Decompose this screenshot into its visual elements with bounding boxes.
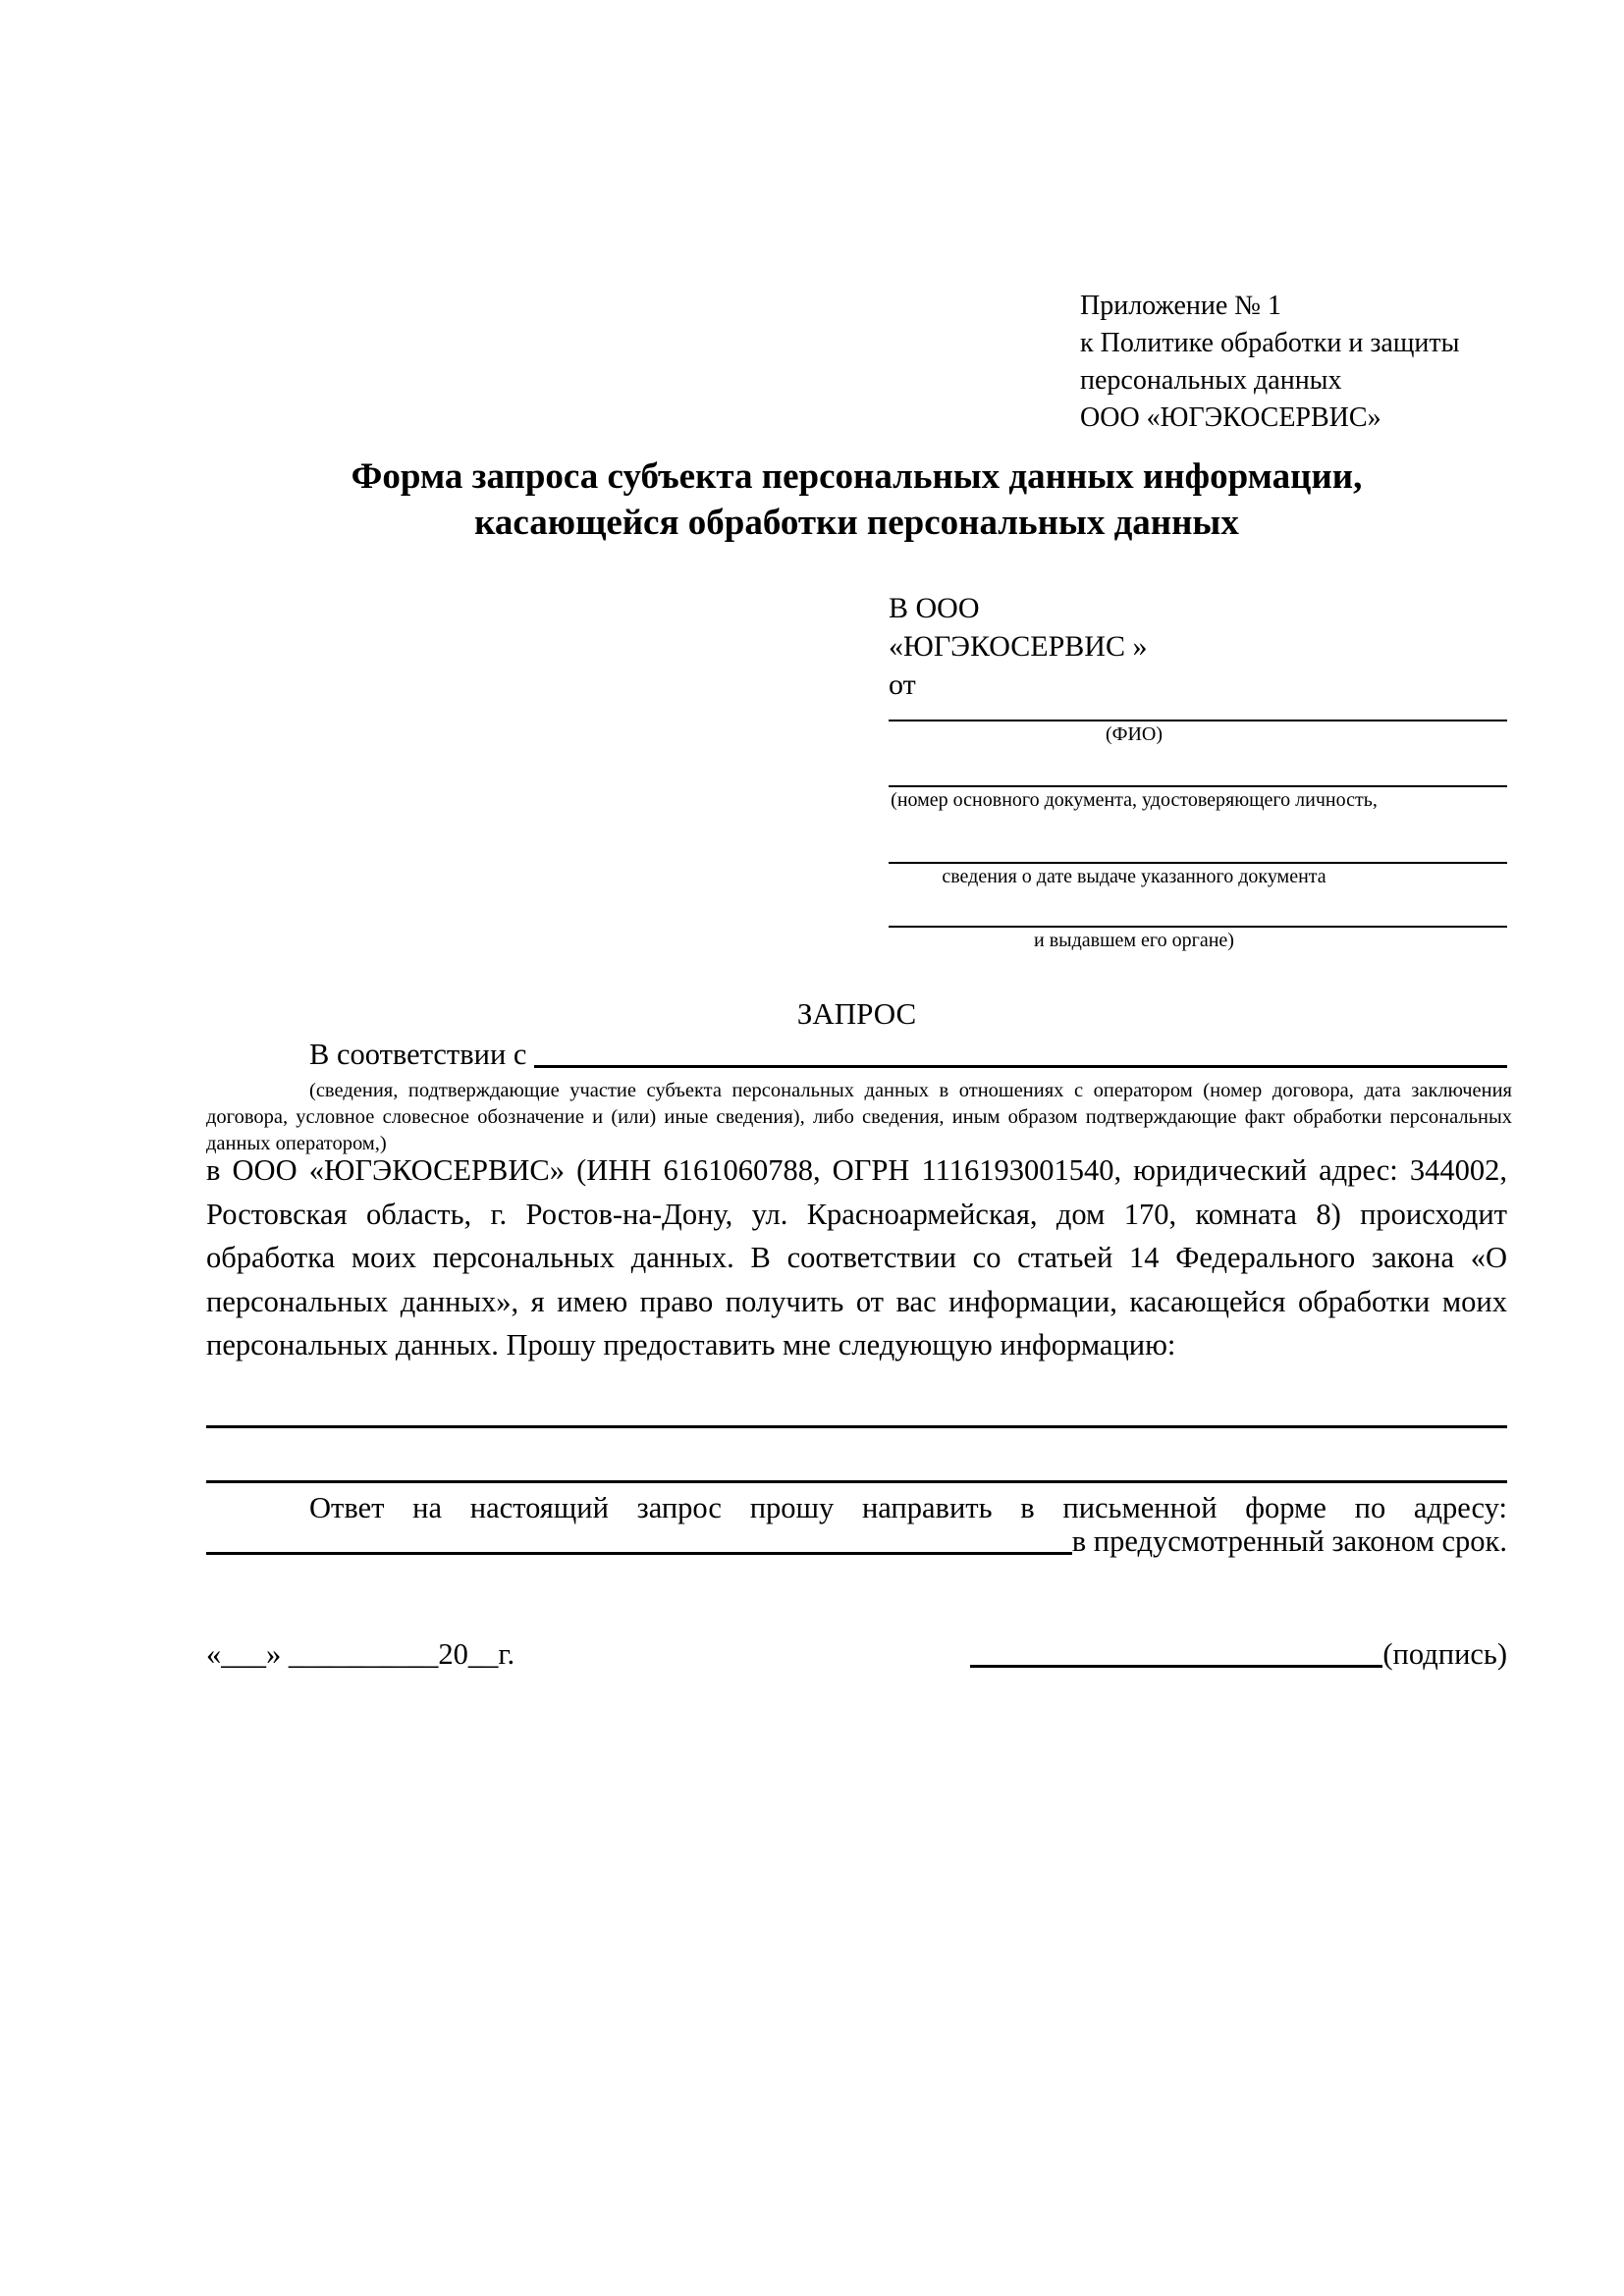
reply-address-line <box>206 1523 1507 1559</box>
signature-caption: (подпись) <box>1382 1637 1507 1671</box>
address-blank-line[interactable] <box>206 1552 1072 1555</box>
annex-block <box>1080 288 1459 437</box>
fio-caption: (ФИО) <box>1105 723 1163 745</box>
intro-line <box>206 1037 1507 1072</box>
reply-request-line: Ответ на настоящий запрос прошу направить в письменной форме по адресу: <box>309 1491 1507 1524</box>
signature-blank-line[interactable] <box>970 1665 1382 1668</box>
date-field[interactable]: «___» __________20__г. <box>206 1637 515 1671</box>
form-title-line2: касающейся обработки персональных данных <box>474 503 1239 543</box>
addressee-from-label: от <box>889 668 916 701</box>
issue-date-blank-line[interactable] <box>889 862 1507 864</box>
doc-number-caption: (номер основного документа, удостоверяющего личность, <box>891 789 1378 811</box>
basis-blank-line[interactable] <box>534 1065 1507 1068</box>
doc-number-blank-line[interactable] <box>889 785 1507 787</box>
footer-row <box>206 1635 1507 1673</box>
annex-line: персональных данных <box>1080 365 1342 396</box>
issue-org-blank-line[interactable] <box>889 926 1507 928</box>
addressee-block <box>889 589 1507 950</box>
signature-field <box>970 1635 1507 1673</box>
addressee-to-line1: В ООО <box>889 592 980 624</box>
info-blank-line-2[interactable] <box>206 1480 1507 1483</box>
reply-suffix: в предусмотренный законом срок. <box>1071 1524 1507 1558</box>
info-blank-line-1[interactable] <box>206 1425 1507 1428</box>
form-title-line1: Форма запроса субъекта персональных данных информации, <box>351 456 1363 497</box>
annex-line: Приложение № 1 <box>1080 291 1281 321</box>
annex-line: к Политике обработки и защиты <box>1080 328 1460 358</box>
request-heading: ЗАПРОС <box>796 996 917 1031</box>
addressee-to-line2: «ЮГЭКОСЕРВИС » <box>889 630 1148 663</box>
body-paragraph: в ООО «ЮГЭКОСЕРВИС» (ИНН 6161060788, ОГРН 1116193001540, юридический адрес: 344002, Ростовская область, г. Ростов-на-Дону, ул. Красноармейская, дом 170, комната 8) происходит обработка моих персональных данных. В соответствии со статьей 14 Федерального закона «О персональных данных», я имею право получить от вас информации, касающейся обработки моих персональных данных. Прошу предоставить мне следующую информацию: <box>206 1153 1507 1362</box>
issue-date-caption: сведения о дате выдаче указанного документа <box>942 866 1326 887</box>
form-title <box>206 454 1507 546</box>
fio-blank-line[interactable] <box>889 720 1507 721</box>
intro-prefix: В соответствии с <box>309 1038 527 1071</box>
issue-org-caption: и выдавшем его органе) <box>1034 930 1234 951</box>
annex-line: ООО «ЮГЭКОСЕРВИС» <box>1080 402 1381 433</box>
intro-note: (сведения, подтверждающие участие субъекта персональных данных в отношениях с оператором (номер договора, дата заключения договора, условное словесное обозначение и (или) иные сведения), либо сведения, иным образом подтверждающие факт обработки персональных данных оператором,) <box>206 1080 1512 1154</box>
